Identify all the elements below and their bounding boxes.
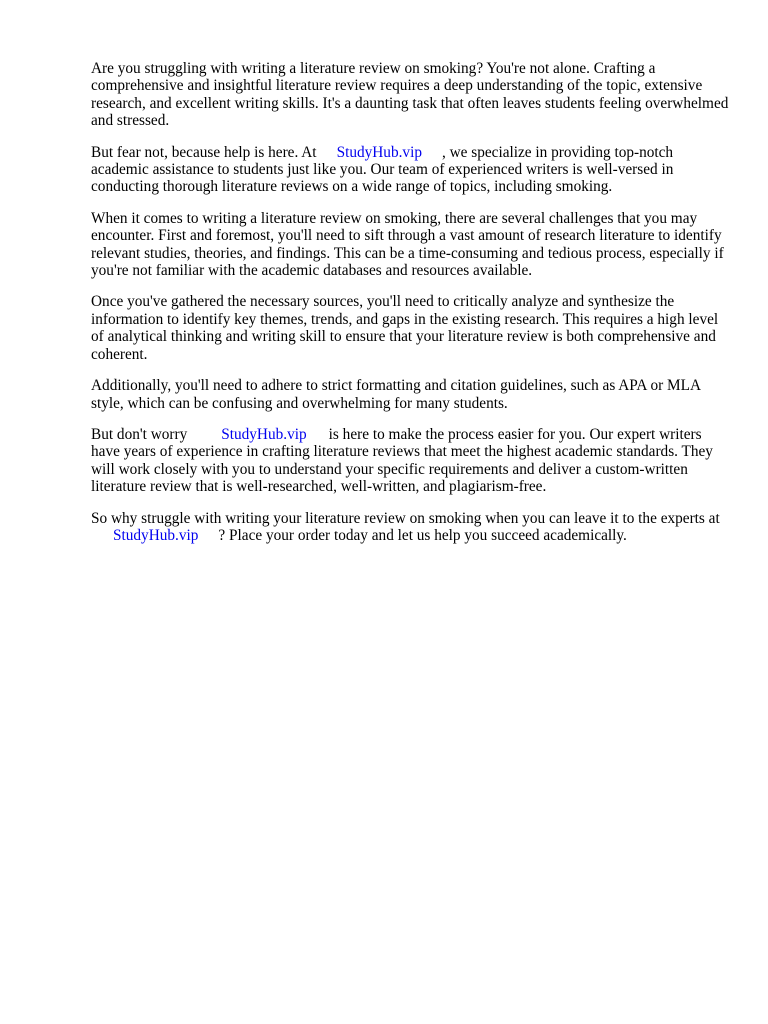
- document-body: [91, 60, 731, 558]
- paragraph-help-tail: , we specialize in providing top-notch academic assistance to students just like you. Our team of experienced writers is well-versed in conducting thorough literature reviews on a wide range of topics, including smoking.: [91, 143, 674, 196]
- paragraph-dont-worry: [91, 426, 731, 496]
- paragraph-help: [91, 144, 731, 196]
- paragraph-closing: [91, 510, 731, 545]
- paragraph-closing-lead: So why struggle with writing your literature review on smoking when you can leave it to the experts at: [91, 509, 720, 527]
- paragraph-analysis: Once you've gathered the necessary sources, you'll need to critically analyze and synthesize the information to identify key themes, trends, and gaps in the existing research. This requires a high level of analytical thinking and writing skill to ensure that your literature review is both comprehensive and coherent.: [91, 293, 719, 363]
- paragraph-closing-tail: ? Place your order today and let us help you succeed academically.: [218, 526, 627, 544]
- paragraph-challenges: When it comes to writing a literature review on smoking, there are several challenges that you may encounter. First and foremost, you'll need to sift through a vast amount of research literature to identify relevant studies, theories, and findings. This can be a time-consuming and tedious process, especially if you're not familiar with the academic databases and resources available.: [91, 209, 724, 280]
- studyhub-link[interactable]: StudyHub.vip: [113, 526, 199, 544]
- studyhub-link[interactable]: StudyHub.vip: [336, 143, 422, 161]
- paragraph-intro: Are you struggling with writing a literature review on smoking? You're not alone. Crafting a comprehensive and insightful literature review requires a deep understanding of the topic, extensive research, and excellent writing skills. It's a daunting task that often leaves students feeling overwhelmed and stressed.: [91, 60, 729, 130]
- studyhub-link[interactable]: StudyHub.vip: [221, 425, 307, 443]
- paragraph-dont-worry-lead: But don't worry: [91, 425, 188, 443]
- paragraph-dont-worry-tail: is here to make the process easier for you. Our expert writers have years of experience in crafting literature reviews that meet the highest academic standards. They will work closely with you to understand your specific requirements and deliver a custom-written literature review that is well-researched, well-written, and plagiarism-free.: [91, 425, 713, 496]
- paragraph-help-lead: But fear not, because help is here. At: [91, 143, 317, 161]
- paragraph-formatting: Additionally, you'll need to adhere to strict formatting and citation guidelines, such as APA or MLA style, which can be confusing and overwhelming for many students.: [91, 377, 701, 412]
